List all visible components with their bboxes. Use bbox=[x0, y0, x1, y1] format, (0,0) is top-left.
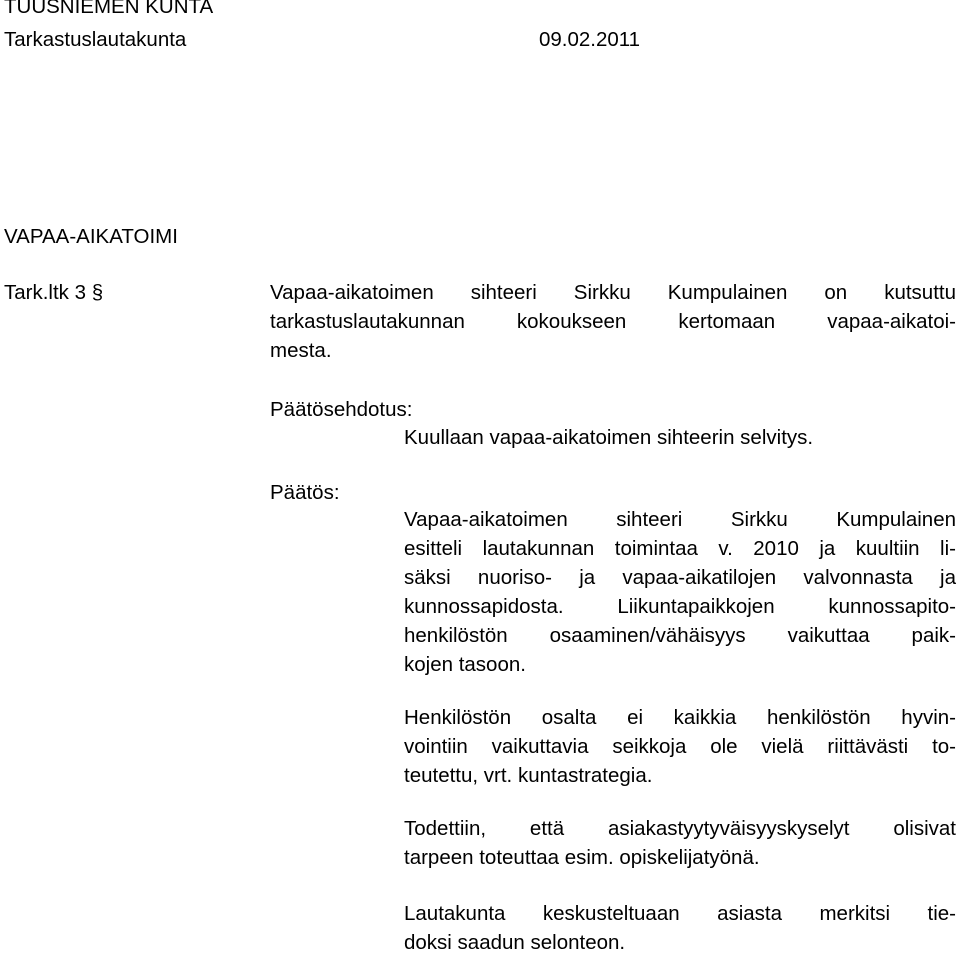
intro-line: tarkastuslautakunnan kokoukseen kertomaan vapaa-aikatoi- bbox=[270, 310, 956, 333]
intro-line: Vapaa-aikatoimen sihteeri Sirkku Kumpulainen on kutsuttu bbox=[270, 281, 956, 304]
decision-line: vointiin vaikuttavia seikkoja ole vielä riittävästi to- bbox=[404, 735, 956, 758]
decision-line: Vapaa-aikatoimen sihteeri Sirkku Kumpulainen bbox=[404, 508, 956, 531]
decision-line: esitteli lautakunnan toimintaa v. 2010 ja kuultiin li- bbox=[404, 537, 956, 560]
committee-name: Tarkastuslautakunta bbox=[4, 28, 187, 51]
item-reference: Tark.ltk 3 § bbox=[4, 281, 104, 304]
organization-name: TUUSNIEMEN KUNTA bbox=[4, 0, 214, 18]
decision-line: henkilöstön osaaminen/vähäisyys vaikuttaa paik- bbox=[404, 624, 956, 647]
proposal-label: Päätösehdotus: bbox=[270, 398, 413, 421]
decision-line: tarpeen toteuttaa esim. opiskelijatyönä. bbox=[404, 846, 760, 869]
decision-line: teutettu, vrt. kuntastrategia. bbox=[404, 764, 653, 787]
intro-line: mesta. bbox=[270, 339, 332, 362]
decision-line: kojen tasoon. bbox=[404, 653, 526, 676]
decision-line: doksi saadun selonteon. bbox=[404, 931, 626, 954]
decision-line: säksi nuoriso- ja vapaa-aikatilojen valvonnasta ja bbox=[404, 566, 956, 589]
decision-line: Lautakunta keskusteltuaan asiasta merkitsi tie- bbox=[404, 902, 956, 925]
decision-line: kunnossapidosta. Liikuntapaikkojen kunnossapito- bbox=[404, 595, 956, 618]
decision-line: Todettiin, että asiakastyytyväisyyskyselyt olisivat bbox=[404, 817, 956, 840]
proposal-text: Kuullaan vapaa-aikatoimen sihteerin selvitys. bbox=[404, 426, 814, 449]
decision-line: Henkilöstön osalta ei kaikkia henkilöstön hyvin- bbox=[404, 706, 956, 729]
section-title: VAPAA-AIKATOIMI bbox=[4, 225, 178, 248]
meeting-date: 09.02.2011 bbox=[539, 28, 641, 51]
decision-label: Päätös: bbox=[270, 481, 340, 504]
